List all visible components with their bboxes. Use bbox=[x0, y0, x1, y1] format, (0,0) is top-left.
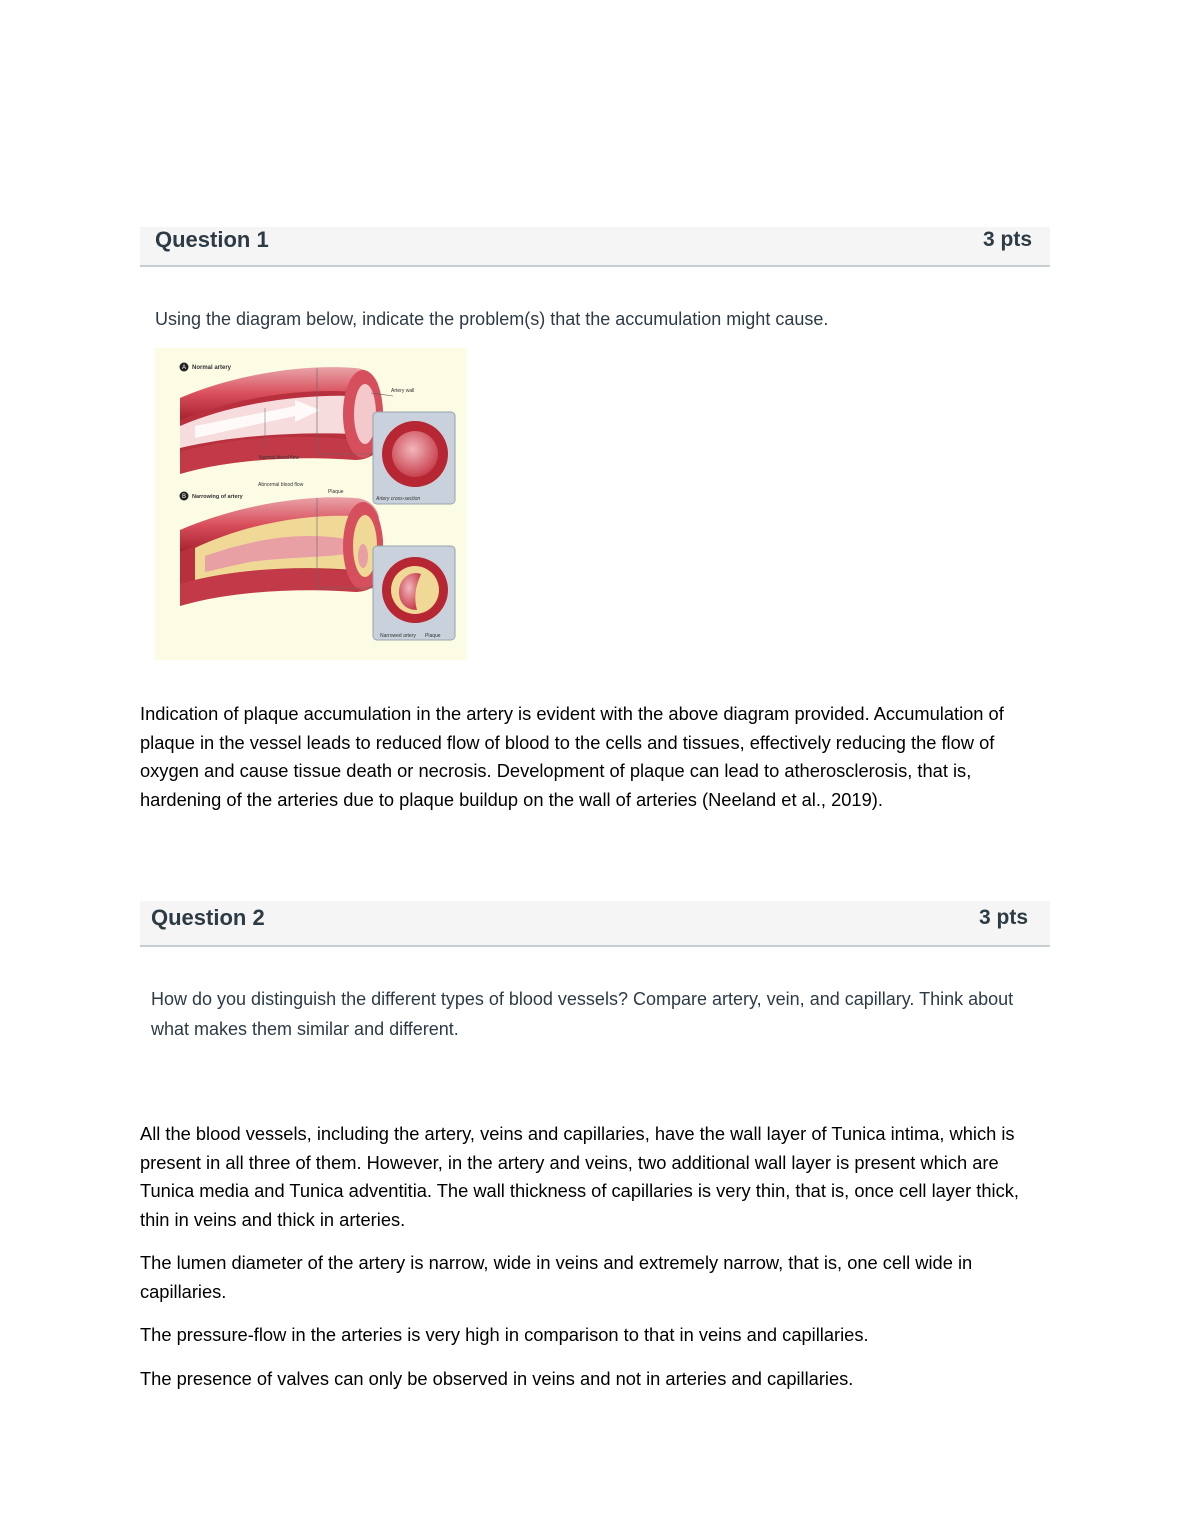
label-b-letter: B bbox=[181, 494, 187, 500]
label-abnormal-flow: Abnormal blood flow bbox=[258, 482, 304, 488]
label-narrowing: Narrowing of artery bbox=[192, 494, 243, 500]
answer-paragraph: The presence of valves can only be observed in veins and not in arteries and capillaries. bbox=[140, 1367, 854, 1389]
label-plaque: Plaque bbox=[328, 489, 344, 495]
question-1-prompt: Using the diagram below, indicate the problem(s) that the accumulation might cause. bbox=[155, 309, 829, 329]
answer-paragraph: The pressure-flow in the arteries is very high in comparison to that in veins and capillaries. bbox=[140, 1324, 869, 1345]
label-a-letter: A bbox=[181, 365, 187, 371]
label-normal-artery: Normal artery bbox=[192, 365, 232, 371]
question-1-header bbox=[140, 227, 1050, 267]
question-2-header bbox=[140, 901, 1050, 947]
answer-paragraph: The lumen diameter of the artery is narrow, wide in veins and extremely narrow, that is, one cell wide in capillaries. bbox=[140, 1252, 973, 1302]
answer-paragraph: All the blood vessels, including the artery, veins and capillaries, have the wall layer of Tunica intima, which is present in all three of them. However, in the artery and veins, two additional wall layer is present which are Tunica media and Tunica adventitia. The wall thickness of capillaries is very thin, that is, once cell layer thick, thin in veins and thick in arteries. bbox=[140, 1123, 1019, 1230]
answer-paragraph: Indication of plaque accumulation in the artery is evident with the above diagram provided. Accumulation of plaque in the vessel leads to reduced flow of blood to the cells and tissues, effectively reducing the flow of oxygen and cause tissue death or necrosis. Development of plaque can lead to atherosclerosis, that is, hardening of the arteries due to plaque buildup on the wall of arteries (Neeland et al., 2019). bbox=[140, 703, 1004, 810]
label-normal-flow: Normal blood flow bbox=[259, 455, 300, 461]
label-plaque-2: Plaque bbox=[425, 633, 441, 639]
question-2-points: 3 pts bbox=[978, 906, 1028, 929]
label-artery-wall: Artery wall bbox=[391, 388, 415, 394]
question-1-answer bbox=[140, 700, 1050, 829]
narrowed-artery-illustration bbox=[180, 497, 391, 606]
label-cross-section: Artery cross-section bbox=[376, 496, 421, 502]
question-1-points: 3 pts bbox=[982, 228, 1032, 251]
question-2-title: Question 2 bbox=[151, 905, 265, 930]
question-2-prompt: How do you distinguish the different types of blood vessels? Compare artery, vein, and capillary. Think about what makes them similar and different. bbox=[151, 989, 1014, 1039]
question-1-title: Question 1 bbox=[155, 227, 269, 252]
label-narrowed-artery: Narrowed artery bbox=[380, 633, 416, 639]
artery-plaque-diagram bbox=[155, 348, 467, 660]
question-2-answers bbox=[140, 1120, 1050, 1408]
